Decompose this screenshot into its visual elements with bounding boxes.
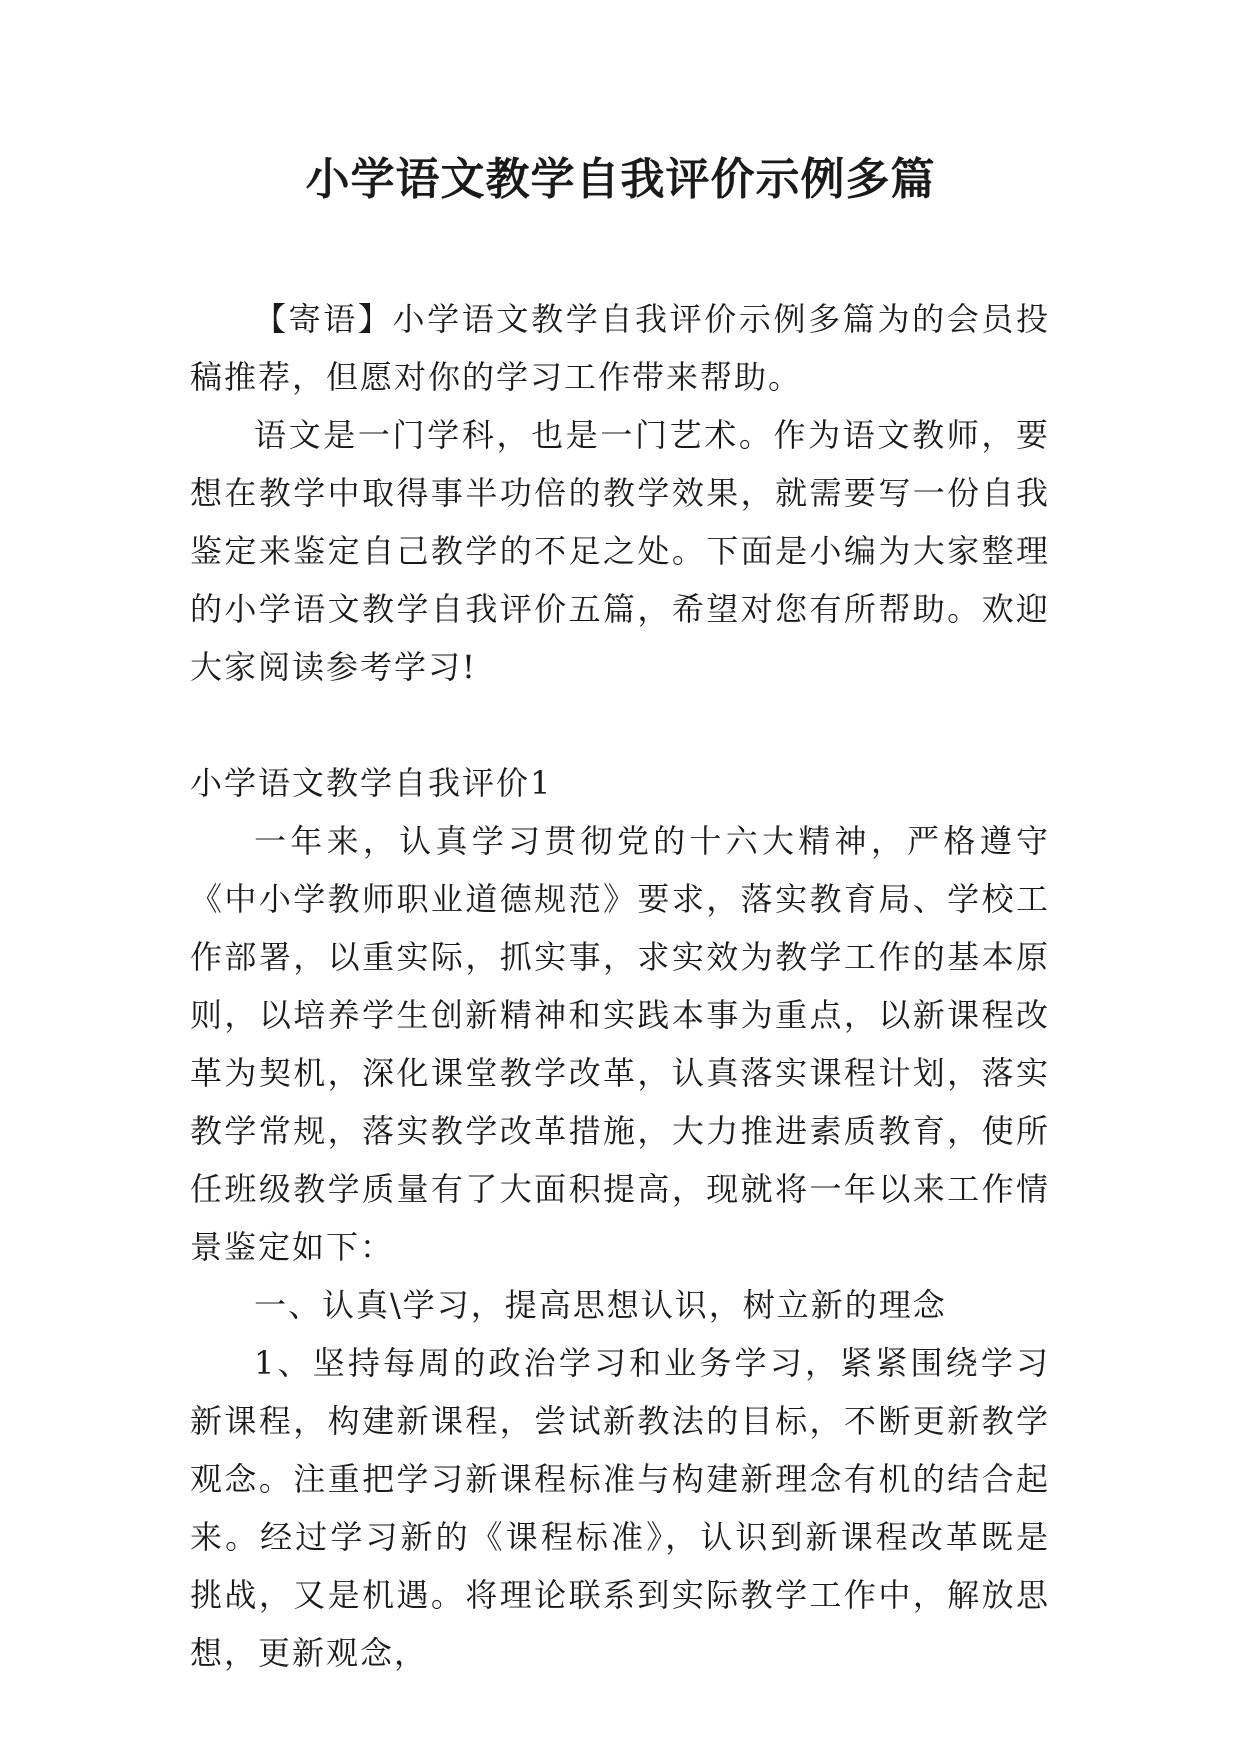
section-subheading: 一、认真\学习，提高思想认识，树立新的理念 — [254, 1286, 947, 1324]
document-body — [190, 290, 1050, 1682]
intro-paragraph-2: 语文是一门学科，也是一门艺术。作为语文教师，要想在教学中取得事半功倍的教学效果，就需要写一份自我鉴定来鉴定自己教学的不足之处。下面是小编为大家整理的小学语文教学自我评价五篇，希望对您有所帮助。欢迎大家阅读参考学习! — [190, 416, 1050, 686]
intro-paragraph-1: 【寄语】小学语文教学自我评价示例多篇为的会员投稿推荐，但愿对你的学习工作带来帮助。 — [190, 300, 1050, 396]
section-paragraph-2: 1、坚持每周的政治学习和业务学习，紧紧围绕学习新课程，构建新课程，尝试新教法的目标，不断更新教学观念。注重把学习新课程标准与构建新理念有机的结合起来。经过学习新的《课程标准》，认识到新课程改革既是挑战，又是机遇。将理论联系到实际教学工作中，解放思想，更新观念， — [190, 1344, 1050, 1672]
section-heading: 小学语文教学自我评价1 — [190, 764, 553, 802]
document-title: 小学语文教学自我评价示例多篇 — [305, 154, 936, 205]
section-paragraph-1: 一年来，认真学习贯彻党的十六大精神，严格遵守《中小学教师职业道德规范》要求，落实教育局、学校工作部署，以重实际，抓实事，求实效为教学工作的基本原则，以培养学生创新精神和实践本事为重点，以新课程改革为契机，深化课堂教学改革，认真落实课程计划，落实教学常规，落实教学改革措施，大力推进素质教育，使所任班级教学质量有了大面积提高，现就将一年以来工作情景鉴定如下： — [190, 822, 1050, 1266]
